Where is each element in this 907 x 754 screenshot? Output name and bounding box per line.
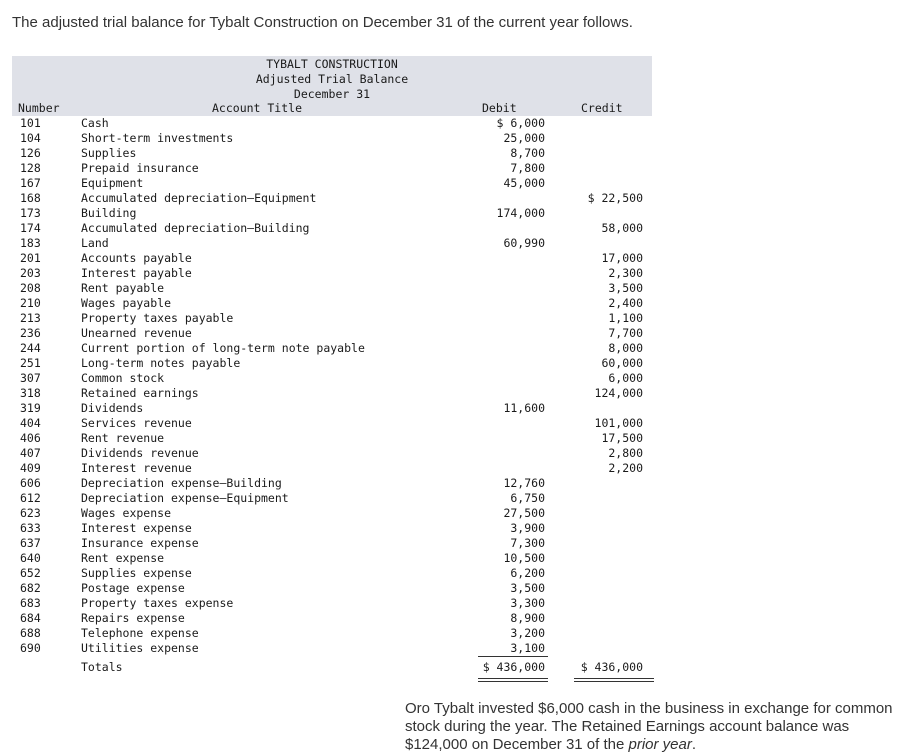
account-number: 319 [20,401,41,415]
debit-amount: 8,700 [510,146,545,160]
debit-amount: 11,600 [503,401,545,415]
account-number: 652 [20,566,41,580]
credit-amount: 58,000 [601,221,643,235]
account-number: 637 [20,536,41,550]
debit-amount: 25,000 [503,131,545,145]
table-row [12,626,652,641]
table-row [12,311,652,326]
account-number: 183 [20,236,41,250]
account-title: Supplies [81,146,137,160]
outro-emphasis: prior year [628,736,692,753]
account-title: Utilities expense [81,641,199,655]
table-row [12,146,652,161]
account-number: 633 [20,521,41,535]
account-title: Equipment [81,176,144,190]
column-header-number: Number [18,101,60,115]
debit-amount: 6,200 [510,566,545,580]
account-title: Land [81,236,109,250]
debit-amount: $ 6,000 [496,116,545,130]
account-number: 104 [20,131,41,145]
company-name: TYBALT CONSTRUCTION [266,57,398,71]
table-row [12,536,652,551]
table-row [12,491,652,506]
account-title: Prepaid insurance [81,161,199,175]
account-number: 203 [20,266,41,280]
debit-amount: 3,500 [510,581,545,595]
account-title: Telephone expense [81,626,199,640]
account-number: 244 [20,341,41,355]
debit-amount: 10,500 [503,551,545,565]
account-title: Accounts payable [81,251,192,265]
account-title: Retained earnings [81,386,199,400]
account-title: Interest expense [81,521,192,535]
debit-double-underline [478,678,548,682]
account-title: Unearned revenue [81,326,192,340]
account-title: Interest payable [81,266,192,280]
table-row [12,236,652,251]
account-title: Interest revenue [81,461,192,475]
credit-amount: 17,000 [601,251,643,265]
account-title: Rent expense [81,551,165,565]
table-row [12,266,652,281]
table-row [12,176,652,191]
table-row [12,521,652,536]
account-number: 404 [20,416,41,430]
credit-amount: 2,200 [608,461,643,475]
debit-amount: 3,100 [510,641,545,655]
column-header-credit: Credit [581,101,623,115]
account-number: 688 [20,626,41,640]
account-number: 682 [20,581,41,595]
account-title: Property taxes payable [81,311,234,325]
table-row [12,161,652,176]
account-number: 409 [20,461,41,475]
account-title: Dividends [81,401,144,415]
table-row [12,206,652,221]
account-number: 236 [20,326,41,340]
account-number: 407 [20,446,41,460]
account-title: Wages expense [81,506,172,520]
table-row [12,371,652,386]
account-number: 640 [20,551,41,565]
account-number: 101 [20,116,41,130]
debit-amount: 8,900 [510,611,545,625]
credit-amount: 3,500 [608,281,643,295]
table-row [12,341,652,356]
account-number: 208 [20,281,41,295]
table-row [12,506,652,521]
credit-amount: 124,000 [594,386,643,400]
credit-amount: 17,500 [601,431,643,445]
credit-amount: 60,000 [601,356,643,370]
debit-amount: 60,990 [503,236,545,250]
account-title: Insurance expense [81,536,199,550]
column-header-account-title: Account Title [212,101,303,115]
intro-text: The adjusted trial balance for Tybalt Construction on December 31 of the current year follows. [12,14,633,31]
account-title: Rent payable [81,281,165,295]
table-row [12,281,652,296]
account-number: 174 [20,221,41,235]
account-number: 684 [20,611,41,625]
account-number: 251 [20,356,41,370]
credit-amount: 2,800 [608,446,643,460]
account-number: 623 [20,506,41,520]
totals-row [12,656,652,678]
total-credit: $ 436,000 [580,660,643,674]
account-number: 606 [20,476,41,490]
account-number: 168 [20,191,41,205]
account-title: Current portion of long-term note payable [81,341,365,355]
account-number: 612 [20,491,41,505]
table-row [12,551,652,566]
account-title: Accumulated depreciation—Equipment [81,191,317,205]
table-row [12,416,652,431]
credit-amount: 7,700 [608,326,643,340]
account-title: Property taxes expense [81,596,234,610]
debit-amount: 45,000 [503,176,545,190]
account-title: Depreciation expense—Building [81,476,282,490]
report-title: Adjusted Trial Balance [255,72,409,86]
total-debit: $ 436,000 [482,660,545,674]
debit-amount: 7,300 [510,536,545,550]
table-row [12,116,652,131]
table-row [12,131,652,146]
table-row [12,386,652,401]
account-title: Dividends revenue [81,446,199,460]
table-row [12,611,652,626]
table-row [12,401,652,416]
debit-amount: 3,200 [510,626,545,640]
credit-amount: $ 22,500 [587,191,643,205]
account-rows [12,116,652,656]
totals-label: Totals [81,660,123,674]
debit-amount: 3,300 [510,596,545,610]
report-date: December 31 [293,87,371,101]
table-row [12,251,652,266]
table-row [12,566,652,581]
credit-amount: 2,300 [608,266,643,280]
account-number: 126 [20,146,41,160]
outro-text [405,700,900,754]
debit-amount: 3,900 [510,521,545,535]
account-title: Building [81,206,137,220]
table-row [12,446,652,461]
account-number: 210 [20,296,41,310]
account-number: 690 [20,641,41,655]
credit-amount: 8,000 [608,341,643,355]
table-row [12,581,652,596]
table-row [12,296,652,311]
account-number: 683 [20,596,41,610]
debit-amount: 174,000 [496,206,545,220]
table-row [12,476,652,491]
account-title: Postage expense [81,581,185,595]
table-row [12,431,652,446]
table-row [12,191,652,206]
outro-end: . [691,736,697,753]
account-number: 318 [20,386,41,400]
account-title: Accumulated depreciation—Building [81,221,310,235]
table-row [12,596,652,611]
debit-amount: 12,760 [503,476,545,490]
account-title: Supplies expense [81,566,192,580]
account-title: Rent revenue [81,431,165,445]
table-row [12,356,652,371]
account-number: 173 [20,206,41,220]
trial-balance-table [12,56,652,678]
debit-amount: 7,800 [510,161,545,175]
account-title: Services revenue [81,416,192,430]
credit-amount: 6,000 [608,371,643,385]
account-title: Wages payable [81,296,172,310]
table-row [12,641,652,656]
credit-double-underline [574,678,654,682]
table-header [12,56,652,116]
account-title: Long-term notes payable [81,356,241,370]
account-number: 167 [20,176,41,190]
debit-amount: 27,500 [503,506,545,520]
account-title: Repairs expense [81,611,185,625]
account-title: Common stock [81,371,165,385]
account-number: 201 [20,251,41,265]
account-title: Depreciation expense—Equipment [81,491,289,505]
credit-amount: 1,100 [608,311,643,325]
account-number: 128 [20,161,41,175]
debit-amount: 6,750 [510,491,545,505]
credit-amount: 101,000 [594,416,643,430]
account-number: 406 [20,431,41,445]
credit-amount: 2,400 [608,296,643,310]
table-row [12,221,652,236]
account-title: Cash [81,116,109,130]
account-title: Short-term investments [81,131,234,145]
table-row [12,326,652,341]
column-header-debit: Debit [482,101,517,115]
account-number: 307 [20,371,41,385]
account-number: 213 [20,311,41,325]
outro-main: Oro Tybalt invested $6,000 cash in the business in exchange for common stock during the year. The Retained Earnings account balance was $124,000 on December 31 of the [405,700,893,753]
table-row [12,461,652,476]
